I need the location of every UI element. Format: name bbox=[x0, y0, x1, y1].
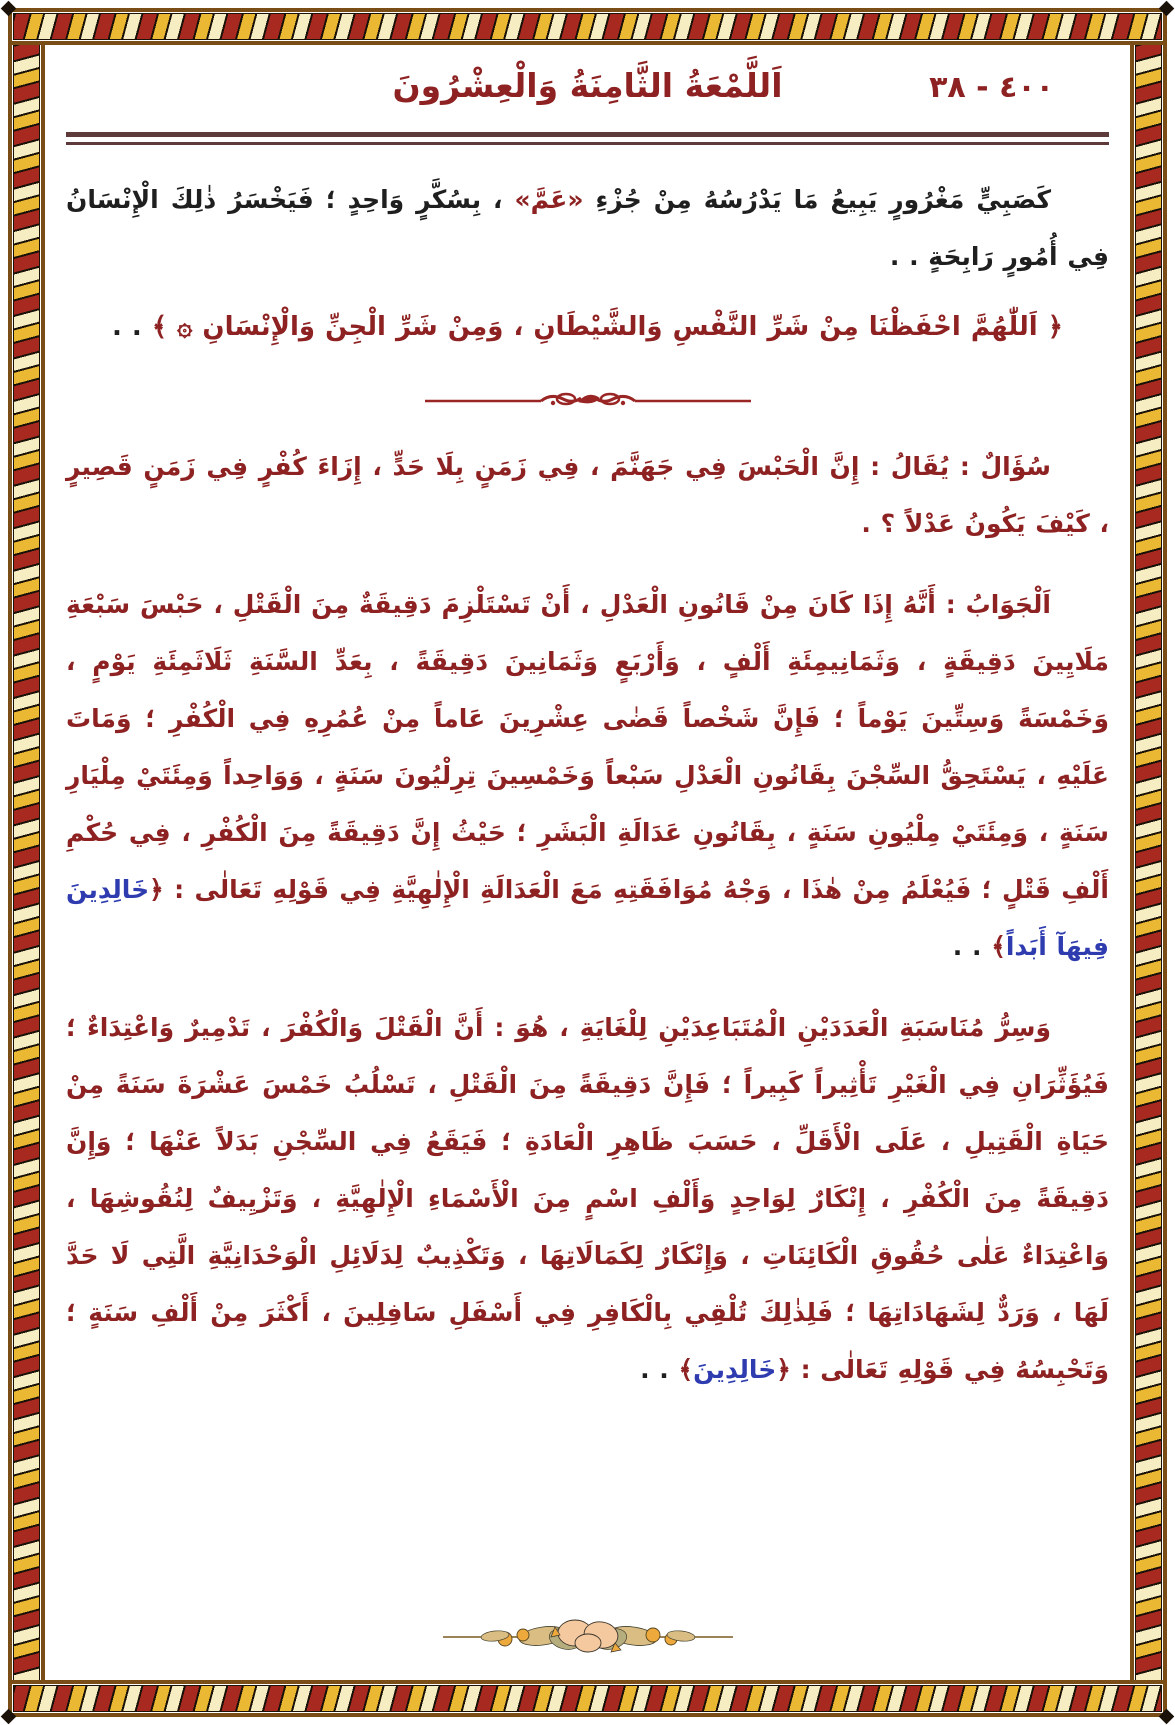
paragraph-prayer bbox=[66, 299, 1109, 356]
text-segment-black: . . bbox=[640, 1355, 679, 1384]
frame-border-right bbox=[1130, 8, 1167, 1717]
paragraph-question bbox=[66, 438, 1109, 552]
chain-pattern-icon bbox=[13, 13, 1162, 40]
frame-border-bottom bbox=[8, 1680, 1167, 1717]
text-segment-red: ﴾ bbox=[678, 1355, 694, 1384]
page-header bbox=[66, 62, 1109, 124]
chain-pattern-icon bbox=[13, 1685, 1162, 1712]
text-segment-blue: خَالِدِينَ فِيهَآ أَبَداً bbox=[66, 875, 1109, 961]
text-segment-blue: خَالِدِينَ bbox=[693, 1355, 777, 1384]
chain-pattern-icon bbox=[13, 13, 40, 1712]
page-content bbox=[66, 62, 1109, 1671]
paragraph-answer bbox=[66, 576, 1109, 975]
page-title: اَللَّمْعَةُ الثَّامِنَةُ وَالْعِشْرُونَ bbox=[392, 66, 783, 105]
text-segment-red: سُؤَالٌ : يُقَالُ : إِنَّ الْحَبْسَ فِي جَهَنَّمَ ، فِي زَمَنٍ بِلَا حَدٍّ ، إِزَاءَ كُفْرٍ فِي زَمَنٍ قَصِيرٍ ، كَيْفَ يَكُونُ عَدْلاً ؟ . bbox=[66, 452, 1109, 538]
text-segment-black: . . bbox=[111, 312, 152, 342]
text-segment-red: ﴿ bbox=[149, 875, 164, 904]
floral-garland-icon bbox=[443, 1613, 733, 1659]
text-segment-black: ، بِسُكَّرٍ وَاحِدٍ ؛ فَيَخْسَرُ ذٰلِكَ الْإِنْسَانُ فِي أُمُورٍ رَابِحَةٍ . . bbox=[66, 185, 1109, 271]
text-segment-red: ﴿ bbox=[776, 1355, 791, 1384]
text-segment-red: «عَمَّ» bbox=[514, 185, 584, 214]
bottom-ornament bbox=[0, 1613, 1175, 1659]
text-segment-red: وَسِرُّ مُنَاسَبَةِ الْعَدَدَيْنِ الْمُتَبَاعِدَيْنِ لِلْغَايَةِ ، هُوَ : أَنَّ الْقَتْلَ وَالْكُفْرَ ، تَدْمِيرٌ وَاعْتِدَاءٌ ؛ فَيُؤَثِّرَانِ فِي الْغَيْرِ تَأْثِيراً كَبِيراً ؛ فَإِنَّ دَقِيقَةً مِنَ الْقَتْلِ ، تَسْلُبُ خَمْسَ عَشْرَةَ سَنَةً مِنْ حَيَاةِ الْقَتِيلِ ، عَلَى الْأَقَلِّ ، حَسَبَ ظَاهِرِ الْعَادَةِ ؛ فَيَقَعُ فِي السِّجْنِ بَدَلاً عَنْهَا ؛ وَإِنَّ دَقِيقَةً مِنَ الْكُفْرِ ، إِنْكَارٌ لِوَاحِدٍ وَأَلْفِ اسْمٍ مِنَ الْأَسْمَاءِ الْإِلٰهِيَّةِ ، وَتَزْيِيفٌ لِنُقُوشِهَا ، وَاعْتِدَاءٌ عَلٰى حُقُوقِ الْكَائِنَاتِ ، وَإِنْكَارٌ لِكَمَالَاتِهَا ، وَتَكْذِيبٌ لِدَلَائِلِ الْوَحْدَانِيَّةِ الَّتِي لَا حَدَّ لَهَا ، وَرَدٌّ لِشَهَادَاتِهَا ؛ فَلِذٰلِكَ تُلْقِي بِالْكَافِرِ فِي أَسْفَلِ سَافِلِينَ ، أَكْثَرَ مِنْ أَلْفِ سَنَةٍ ؛ وَتَحْبِسُهُ فِي قَوْلِهِ تَعَالٰى : bbox=[66, 1013, 1109, 1384]
text-segment-red: اَلْجَوَابُ : أَنَّهُ إِذَا كَانَ مِنْ قَانُونِ الْعَدْلِ ، أَنْ تَسْتَلْزِمَ دَقِيقَةٌ مِنَ الْقَتْلِ ، حَبْسَ سَبْعَةِ مَلَايِينَ دَقِيقَةٍ ، وَثَمَانِيمِئَةِ أَلْفٍ ، وَأَرْبَعٍ وَثَمَانِينَ دَقِيقَةً ، بِعَدِّ السَّنَةِ ثَلَاثَمِئَةِ يَوْمٍ ، وَخَمْسَةً وَسِتِّينَ يَوْماً ؛ فَإِنَّ شَخْصاً قَضٰى عِشْرِينَ عَاماً مِنْ عُمُرِهِ فِي الْكُفْرِ ؛ وَمَاتَ عَلَيْهِ ، يَسْتَحِقُّ السِّجْنَ بِقَانُونِ الْعَدْلِ سَبْعاً وَخَمْسِينَ تِرِلْيُونَ سَنَةٍ ، وَوَاحِداً وَمِئَتَيْ مِلْيَارِ سَنَةٍ ، وَمِئَتَيْ مِلْيُونِ سَنَةٍ ، بِقَانُونِ عَدَالَةِ الْبَشَرِ ؛ حَيْثُ إِنَّ دَقِيقَةً مِنَ الْكُفْرِ ، فِي حُكْمِ أَلْفِ قَتْلٍ ؛ فَيُعْلَمُ مِنْ هٰذَا ، وَجْهُ مُوَافَقَتِهِ مَعَ الْعَدَالَةِ الْإِلٰهِيَّةِ فِي قَوْلِهِ تَعَالٰى : bbox=[66, 590, 1109, 904]
paragraph-secret bbox=[66, 999, 1109, 1398]
text-segment-black: . . bbox=[952, 932, 992, 961]
chain-pattern-icon bbox=[1135, 13, 1162, 1712]
page-numbers: ٤٠٠ - ٣٨ bbox=[929, 70, 1054, 105]
frame-border-left bbox=[8, 8, 45, 1717]
text-segment-red: ﴿ اَللّٰهُمَّ احْفَظْنَا مِنْ شَرِّ النَّفْسِ وَالشَّيْطَانِ ، وَمِنْ شَرِّ الْجِنِّ وَالْإِنْسَانِ ۞ ﴾ bbox=[151, 312, 1063, 342]
frame-border-top bbox=[8, 8, 1167, 45]
paragraph-intro bbox=[66, 171, 1109, 285]
text-segment-red: ﴾ bbox=[991, 932, 1006, 961]
text-segment-black: كَصَبِيٍّ مَغْرُورٍ يَبِيعُ مَا يَدْرُسُهُ مِنْ جُزْءِ bbox=[583, 185, 1051, 214]
scroll-divider-icon bbox=[423, 390, 753, 410]
header-double-rule bbox=[66, 132, 1109, 145]
